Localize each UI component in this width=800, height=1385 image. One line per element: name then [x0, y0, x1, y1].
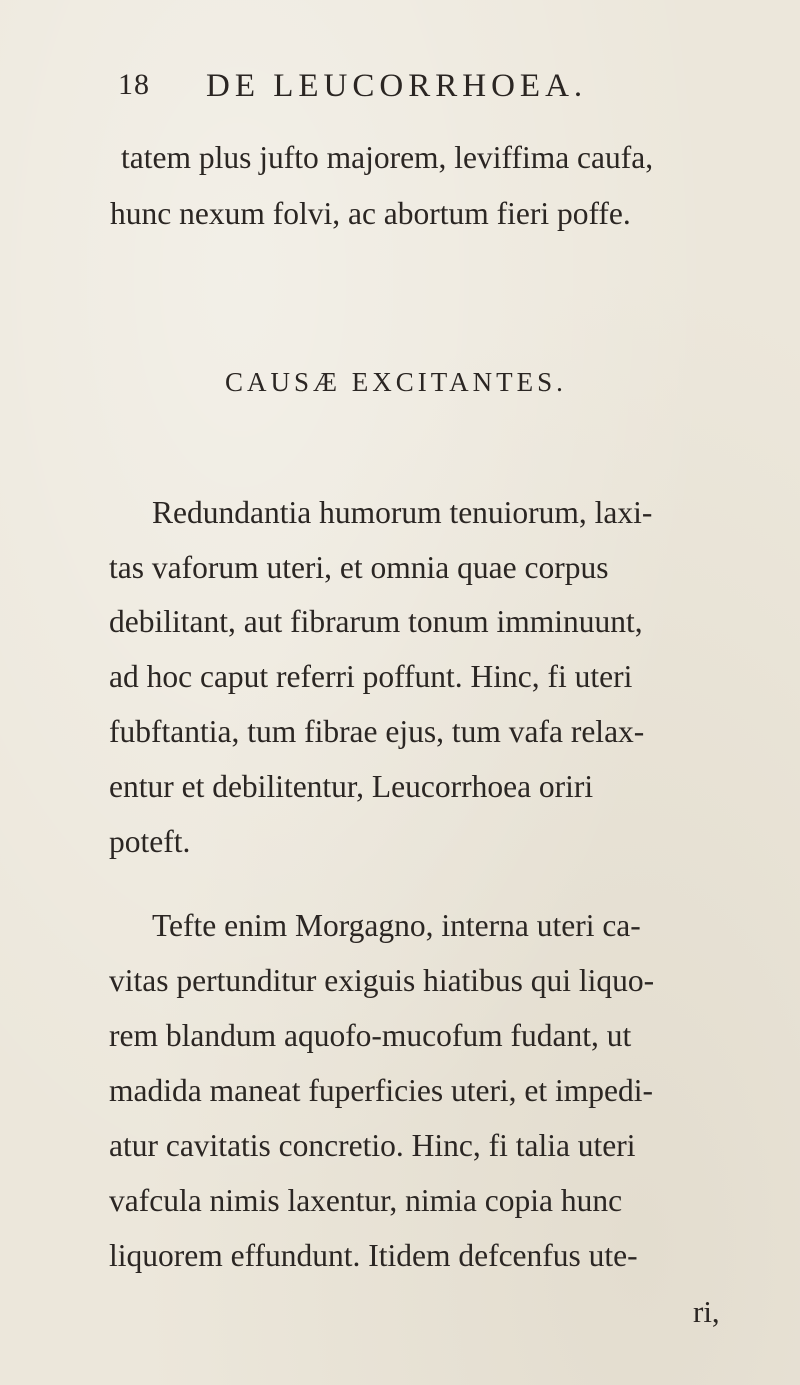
running-title: DE LEUCORRHOEA.	[206, 68, 588, 104]
text-line: entur et debilitentur, Leucorrhoea oriri	[109, 769, 594, 804]
text-line: vafcula nimis laxentur, nimia copia hunc	[109, 1183, 623, 1218]
section-heading: CAUSÆ EXCITANTES.	[225, 367, 567, 397]
page-number: 18	[118, 68, 150, 101]
text-line: poteft.	[109, 824, 191, 859]
text-line: madida maneat fuperficies uteri, et impedi-	[109, 1073, 654, 1108]
text-line: rem blandum aquofo-mucofum fudant, ut	[109, 1018, 632, 1053]
text-line: atur cavitatis concretio. Hinc, fi talia uteri	[109, 1128, 636, 1163]
text-line: Redundantia humorum tenuiorum, laxi-	[152, 495, 653, 530]
text-line: tatem plus jufto majorem, leviffima caufa,	[121, 140, 654, 175]
catchword: ri,	[693, 1294, 720, 1329]
text-line: liquorem effundunt. Itidem defcenfus ute-	[109, 1238, 638, 1273]
text-line: fubftantia, tum fibrae ejus, tum vafa relax-	[109, 714, 645, 749]
text-line: hunc nexum folvi, ac abortum fieri poffe.	[110, 196, 631, 231]
text-line: tas vaforum uteri, et omnia quae corpus	[109, 550, 609, 585]
text-line: ad hoc caput referri poffunt. Hinc, fi uteri	[109, 659, 633, 694]
text-line: vitas pertunditur exiguis hiatibus qui liquo-	[109, 963, 655, 998]
page-header	[118, 68, 678, 112]
text-line: Tefte enim Morgagno, interna uteri ca-	[152, 908, 641, 943]
text-line: debilitant, aut fibrarum tonum imminuunt,	[109, 604, 643, 639]
